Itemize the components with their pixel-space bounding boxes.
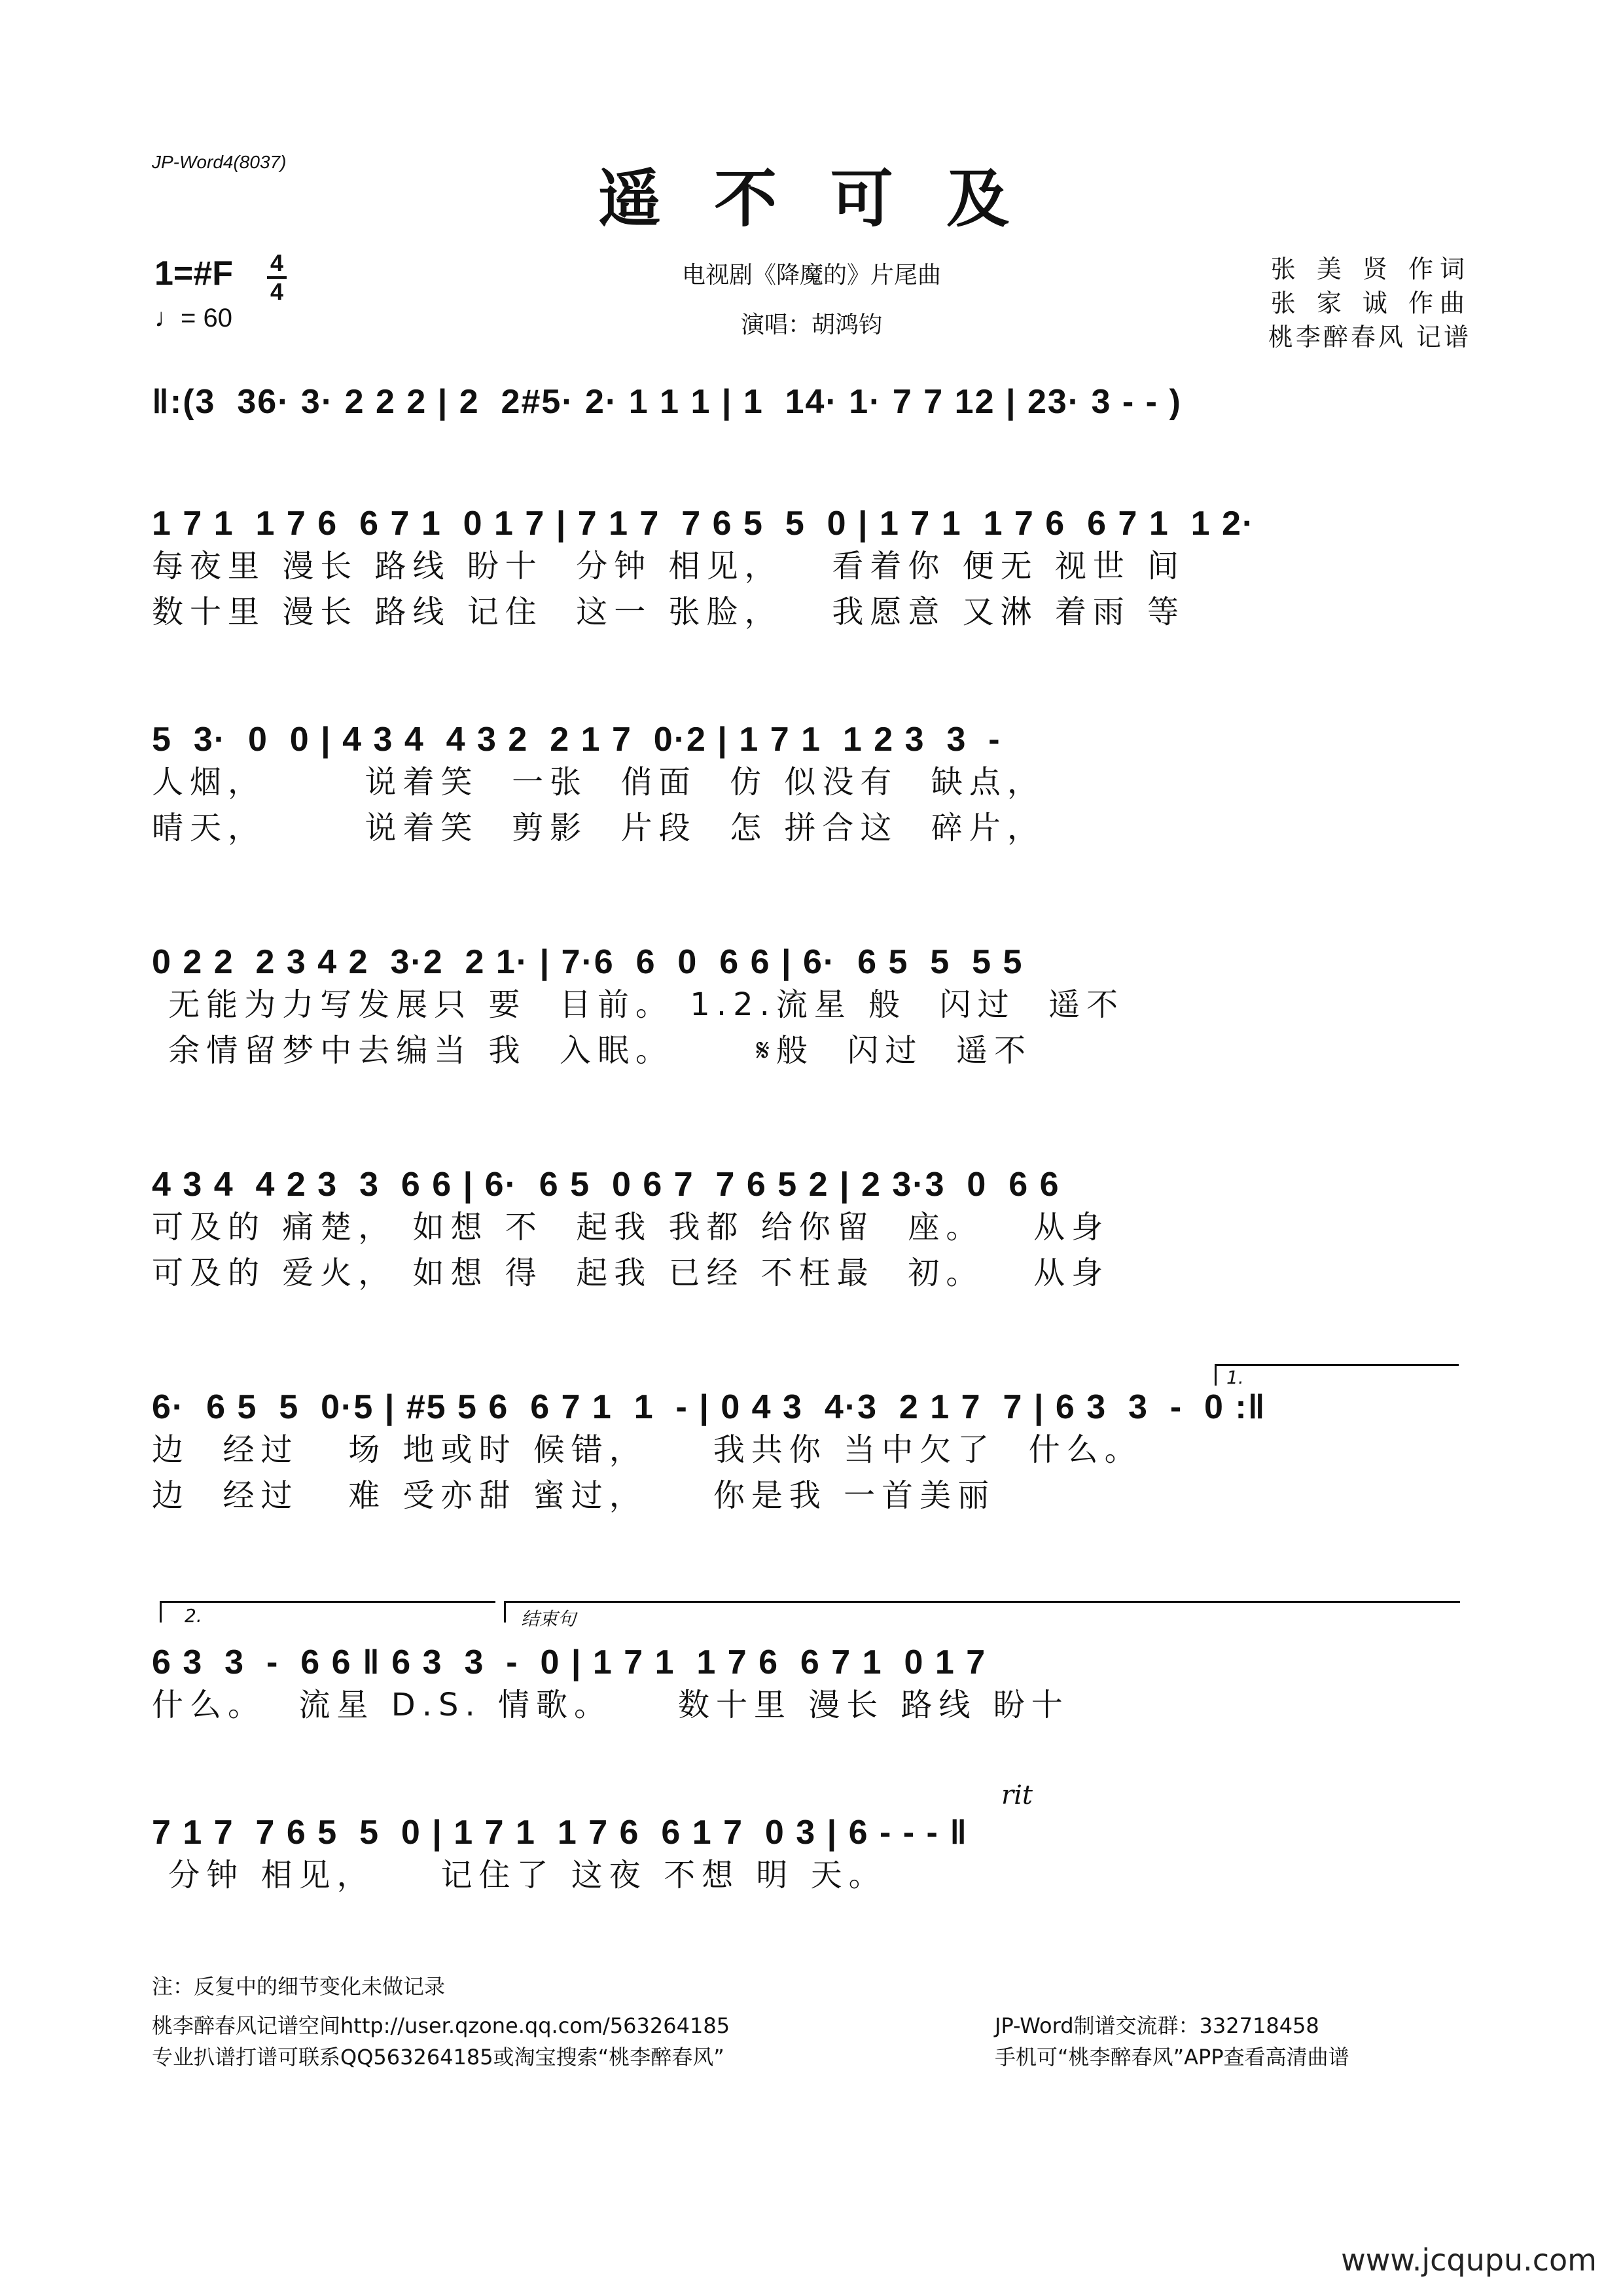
composer-credit: 张 家 诚 作曲 (1270, 289, 1471, 317)
score-notes: ‖:(3 36· 3· 2 2 2 | 2 2#5· 2· 1 1 1 | 1 14· 1· 7 7 12 | 23· 3 - - ) (152, 383, 1182, 421)
lyrics-verse-2: 边 经过 难 受亦甜 蜜过， 你是我 一首美丽 (152, 1477, 996, 1514)
ritardando-mark: rit (1001, 1780, 1033, 1810)
ending-bracket (504, 1601, 1460, 1623)
volta-bracket-1 (1215, 1364, 1459, 1386)
score-line-8 (152, 1813, 1471, 1898)
time-signature-bottom: 4 (270, 278, 284, 305)
lyrics-verse-1: 无能为力写发展只 要 目前。 1.2.流星 般 闪过 遥不 (152, 986, 1125, 1023)
score-line-2 (152, 504, 1471, 635)
footer-left-line-1: 桃李醉春风记谱空间http://user.qzone.qq.com/563264185 (152, 2013, 730, 2038)
lyrics-verse-2: 余情留梦中去编当 我 入眠。 𝄋般 闪过 遥不 (152, 1032, 1032, 1069)
score-notes: 7 1 7 7 6 5 5 0 | 1 7 1 1 7 6 6 1 7 0 3 | 6 - - - ‖ (152, 1814, 969, 1852)
lyrics-verse-1: 边 经过 场 地或时 候错， 我共你 当中欠了 什么。 (152, 1431, 1143, 1468)
software-tag: JP-Word4(8037) (152, 152, 287, 172)
lyricist-credit: 张 美 贤 作词 (1270, 255, 1471, 283)
score-notes: 5 3· 0 0 | 4 3 4 4 3 2 2 1 7 0·2 | 1 7 1 1 2 3 3 - (152, 721, 1001, 759)
score-notes: 4 3 4 4 2 3 3 6 6 | 6· 6 5 0 6 7 7 6 5 2 | 2 3·3 0 6 6 (152, 1166, 1060, 1204)
score-line-5 (152, 1165, 1471, 1296)
tempo-mark: ♩= 60 (154, 304, 232, 332)
song-title: 遥 不 可 及 (597, 162, 1026, 236)
footer-right-line-2: 手机可“桃李醉春风”APP查看高清曲谱 (995, 2045, 1349, 2070)
score-notes: 6· 6 5 5 0·5 | #5 5 6 6 7 1 1 - | 0 4 3 4·3 2 1 7 7 | 6 3 3 - 0 :‖ (152, 1388, 1266, 1426)
score-notes: 1 7 1 1 7 6 6 7 1 0 1 7 | 7 1 7 7 6 5 5 0 | 1 7 1 1 7 6 6 7 1 1 2· (152, 505, 1255, 543)
volta-label-2: 2. (185, 1605, 202, 1626)
score-line-4 (152, 942, 1471, 1073)
lyrics-verse-1: 什么。 流星 D.S. 情歌。 数十里 漫长 路线 盼十 (152, 1687, 1069, 1723)
ending-label: 结束句 (521, 1608, 577, 1630)
volta-label-1: 1. (1226, 1367, 1244, 1388)
lyrics-verse-2: 数十里 漫长 路线 记住 这一 张脸， 我愿意 又淋 着雨 等 (152, 594, 1186, 630)
score-notes: 0 2 2 2 3 4 2 3·2 2 1· | 7·6 6 0 6 6 | 6· 6 5 5 5 5 (152, 943, 1024, 981)
key-signature: 1=#F (154, 255, 233, 293)
subtitle: 电视剧《降魔的》片尾曲 (681, 262, 941, 289)
score-notes: 6 3 3 - 6 6 ‖ 6 3 3 - 0 | 1 7 1 1 7 6 6 7 1 0 1 7 (152, 1643, 987, 1681)
site-watermark: www.jcqupu.com (1341, 2242, 1597, 2278)
footer-note: 注：反复中的细节变化未做记录 (152, 1974, 446, 1999)
score-line-6 (152, 1388, 1471, 1518)
footer-left-line-2: 专业扒谱打谱可联系QQ563264185或淘宝搜索“桃李醉春风” (152, 2045, 724, 2070)
footer-right-line-1: JP-Word制谱交流群：332718458 (995, 2013, 1319, 2038)
lyrics-verse-1: 分钟 相见， 记住了 这夜 不想 明 天。 (152, 1857, 887, 1893)
singer: 演唱：胡鸿钧 (740, 312, 882, 338)
transcriber-credit: 桃李醉春风 记谱 (1268, 323, 1471, 351)
time-signature-top: 4 (270, 249, 284, 276)
time-signature (267, 251, 287, 304)
lyrics-verse-2: 晴天， 说着笑 剪影 片段 怎 拼合这 碎片， (152, 810, 1045, 846)
score-line-1 (152, 382, 1471, 422)
lyrics-verse-1: 每夜里 漫长 路线 盼十 分钟 相见， 看着你 便无 视世 间 (152, 548, 1186, 584)
lyrics-verse-1: 可及的 痛楚， 如想 不 起我 我都 给你留 座。 从身 (152, 1209, 1110, 1246)
score-line-7 (152, 1643, 1471, 1728)
score-line-3 (152, 720, 1471, 851)
lyrics-verse-1: 人烟， 说着笑 一张 俏面 仿 似没有 缺点， (152, 764, 1045, 800)
lyrics-verse-2: 可及的 爱火， 如想 得 起我 已经 不枉最 初。 从身 (152, 1255, 1110, 1291)
volta-bracket-2 (160, 1601, 495, 1623)
